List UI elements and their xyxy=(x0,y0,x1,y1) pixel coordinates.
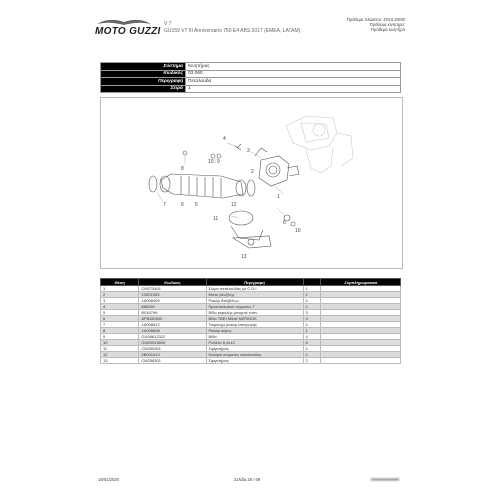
cell-position: 9 xyxy=(101,334,139,340)
cell-description: Βίδα xyxy=(206,334,303,340)
callout: 13 xyxy=(241,254,247,260)
engine-outline xyxy=(286,116,353,173)
info-value: Κινητήρας xyxy=(186,63,401,71)
callout: 3 xyxy=(247,148,250,154)
washer-part xyxy=(217,154,221,158)
cell-position: 3 xyxy=(101,298,139,304)
parts-header-row xyxy=(101,279,401,286)
cell-quantity: 2 xyxy=(303,358,321,364)
cell-quantity: 2 xyxy=(303,298,321,304)
cell-description: Σφιγκτήρας xyxy=(206,358,303,364)
callout: 9 xyxy=(217,159,220,165)
cell-code: 1000Σ393 xyxy=(139,292,206,298)
clamp-part xyxy=(247,180,255,196)
cell-quantity: 2 xyxy=(303,352,321,358)
callout: 7 xyxy=(163,202,166,208)
bolt-part xyxy=(183,151,187,155)
clamp-part xyxy=(149,176,157,192)
callout: 4 xyxy=(223,136,226,142)
footer-logo-icon xyxy=(370,477,400,482)
cell-description: Κολάρο σώματος πεταλούδας xyxy=(206,352,303,358)
callout: 10 xyxy=(208,159,214,165)
cell-code: B016796 xyxy=(139,310,206,316)
cell-quantity: 2 xyxy=(303,346,321,352)
parts-table-body xyxy=(101,286,401,364)
screw-part xyxy=(235,144,241,150)
throttle-body-part xyxy=(255,148,299,186)
col-notes: Συμπληρωματικά xyxy=(321,279,401,286)
cell-position: 8 xyxy=(101,328,139,334)
cell-description: Βίδα TBEI M5x8 NERINOK xyxy=(206,316,303,322)
model-name: V 7 xyxy=(164,21,172,27)
cell-position: 10 xyxy=(101,340,139,346)
page-number: Σελίδα 26 / 69 xyxy=(234,477,261,482)
cell-position: 13 xyxy=(101,358,139,364)
cell-description: Τσιμούχα ρακόρ εισαγωγής xyxy=(206,322,303,328)
cell-description: Βίδα κεφαλής μπομπέ τοπν xyxy=(206,310,303,316)
cell-position: 5 xyxy=(101,310,139,316)
cell-notes xyxy=(321,358,401,364)
callout: 11 xyxy=(213,216,219,222)
intake-hose-part xyxy=(160,174,246,198)
info-value: Πεταλούδα xyxy=(186,78,401,86)
cell-quantity: 2 xyxy=(303,322,321,328)
cell-description: Σφιγκτήρας xyxy=(206,346,303,352)
intake-manifold-part xyxy=(229,211,271,248)
col-description: Περιγραφή xyxy=(206,279,303,286)
cell-quantity: 1 xyxy=(303,286,321,292)
col-position: Θέση xyxy=(101,279,139,286)
cell-quantity: 4 xyxy=(303,316,321,322)
cell-code: 1A008409 xyxy=(139,298,206,304)
callout: 6 xyxy=(181,202,184,208)
callout: 2 xyxy=(251,169,254,175)
footer-brand-logo xyxy=(370,477,400,482)
callout: 12 xyxy=(231,202,237,208)
table-row xyxy=(101,358,401,364)
cell-code: 1A006608 xyxy=(139,328,206,334)
info-row xyxy=(101,78,401,86)
info-label: Σειρά xyxy=(101,85,186,93)
cell-position: 6 xyxy=(101,316,139,322)
info-row xyxy=(101,70,401,78)
cell-code: GU98612322 xyxy=(139,334,206,340)
engine-prefix: Πρόθεμα κινητήρα: xyxy=(369,22,405,27)
moto-guzzi-logo xyxy=(95,16,161,40)
info-label: Σύστημα xyxy=(101,63,186,71)
cell-quantity: 3 xyxy=(303,310,321,316)
cell-position: 1 xyxy=(101,286,139,292)
callout: 6 xyxy=(283,220,286,226)
callout: 10 xyxy=(295,228,301,234)
cell-code: AP8150500 xyxy=(139,316,206,322)
cell-description: Μπεκ βενζίνης xyxy=(206,292,303,298)
cell-description: Ροδέλα 6,4x12 xyxy=(206,340,303,346)
model-version: GU159 V7 III Anniversario 750 E4 ABS 2017 (EMEA, LATAM) xyxy=(164,28,301,34)
cell-position: 7 xyxy=(101,322,139,328)
info-value: 1 xyxy=(186,85,401,93)
info-row xyxy=(101,85,401,93)
cell-position: 12 xyxy=(101,352,139,358)
col-code: Κωδικός xyxy=(139,279,206,286)
washer-part xyxy=(291,222,295,226)
cell-code: 886260 xyxy=(139,304,206,310)
cell-code: CM275401 xyxy=(139,286,206,292)
cell-description: Ρακόρ Βαλβίδων xyxy=(206,298,303,304)
info-row xyxy=(101,63,401,71)
cell-quantity: 6 xyxy=(303,340,321,346)
engine-prefix-2: Πρόθεμα κινητήρα xyxy=(370,27,405,32)
group-info-table xyxy=(100,62,401,93)
frame-prefix: Πρόθεμα πλαισίου: ZGULDE00 xyxy=(346,17,405,22)
parts-table xyxy=(100,278,401,364)
callout: 5 xyxy=(195,202,198,208)
cell-quantity: 4 xyxy=(303,334,321,340)
cell-description: Ρακόρ αέρος xyxy=(206,328,303,334)
cell-position: 4 xyxy=(101,304,139,310)
cell-code: 2B001613 xyxy=(139,352,206,358)
info-label: Κωδικός xyxy=(101,70,186,78)
col-quantity xyxy=(303,279,321,286)
callout: 8 xyxy=(181,166,184,172)
cell-description: Προστατευτικό σώματος Τ xyxy=(206,304,303,310)
cell-position: 11 xyxy=(101,346,139,352)
washer-part xyxy=(211,154,215,158)
cell-quantity: 2 xyxy=(303,292,321,298)
throttle-body-drawing xyxy=(101,98,402,268)
exploded-diagram xyxy=(100,97,403,269)
cell-quantity: 1 xyxy=(303,328,321,334)
info-value: 03.060 xyxy=(186,70,401,78)
print-date: 19/01/2020 xyxy=(98,477,119,482)
brand-name: MOTO GUZZI xyxy=(95,26,161,37)
cell-code: CM258301 xyxy=(139,358,206,364)
info-label: Περιγραφή xyxy=(101,78,186,86)
cell-code: 1A008612 xyxy=(139,322,206,328)
cell-code: CM258301 xyxy=(139,346,206,352)
cell-quantity: 2 xyxy=(303,304,321,310)
cell-description: Σώμα πεταλούδας με C.D.I. xyxy=(206,286,303,292)
cell-code: GU65013800 xyxy=(139,340,206,346)
callout: 1 xyxy=(277,194,280,200)
cell-position: 2 xyxy=(101,292,139,298)
